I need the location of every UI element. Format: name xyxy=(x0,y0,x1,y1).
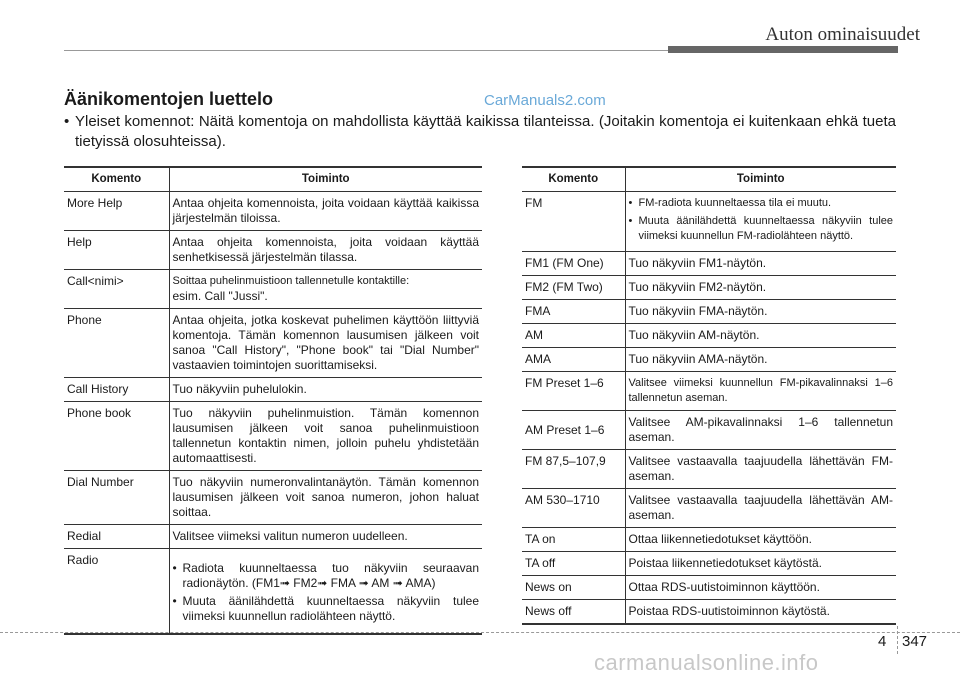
bullet-list xyxy=(629,196,894,244)
table-row xyxy=(522,324,896,348)
table-row xyxy=(522,252,896,276)
function-cell: Tuo näkyviin puhelinmuistion. Tämän komennon lausumisen jälkeen voit sanoa puhelinmuistioon tallennetun kontaktin nimen, jolloin puhelu yhdistetään automaattisesti. xyxy=(169,402,482,471)
function-text: Soittaa puhelinmuistioon tallennetulle kontaktille: xyxy=(172,275,410,287)
footer-rule xyxy=(0,632,960,633)
table-row xyxy=(64,402,482,471)
function-cell: Tuo näkyviin FM1-näytön. xyxy=(625,252,896,276)
column-header-function: Toiminto xyxy=(169,167,482,192)
function-cell: Tuo näkyviin FMA-näytön. xyxy=(625,300,896,324)
function-cell: Antaa ohjeita, jotka koskevat puhelimen käyttöön liittyviä komentoja. Tämän komennon lausumisen jälkeen voit sanoa "Call History", "Phone book" tai "Dial Number" vastaavien toimintojen suorittamiseksi. xyxy=(169,309,482,378)
command-cell: FM2 (FM Two) xyxy=(522,276,625,300)
command-cell: AM xyxy=(522,324,625,348)
function-cell: Antaa ohjeita komennoista, joita voidaan käyttää senhetkisessä järjestelmän tilassa. xyxy=(169,231,482,270)
function-cell: Tuo näkyviin puhelulokin. xyxy=(169,378,482,402)
intro-text: Yleiset komennot: Näitä komentoja on mahdollista käyttää kaikissa tilanteissa. (Joitakin komentoja ei kuitenkaan ehkä tueta tietyissä olosuhteissa). xyxy=(75,113,896,150)
command-cell: FM Preset 1–6 xyxy=(522,372,625,411)
command-cell: Phone book xyxy=(64,402,169,471)
function-cell: Tuo näkyviin AM-näytön. xyxy=(625,324,896,348)
command-cell: TA off xyxy=(522,552,625,576)
function-cell: Valitsee AM-pikavalinnaksi 1–6 tallennetun aseman. xyxy=(625,411,896,450)
bullet-icon: • xyxy=(64,113,70,130)
command-cell: Phone xyxy=(64,309,169,378)
function-example: esim. Call "Jussi". xyxy=(172,289,268,303)
function-cell: Poistaa liikennetiedotukset käytöstä. xyxy=(625,552,896,576)
function-cell: Tuo näkyviin FM2-näytön. xyxy=(625,276,896,300)
intro-paragraph xyxy=(64,112,896,152)
table-row xyxy=(522,528,896,552)
table-row xyxy=(522,576,896,600)
table-header-row xyxy=(522,167,896,192)
table-row xyxy=(64,192,482,231)
header-bar xyxy=(668,46,898,53)
watermark-link[interactable]: CarManuals2.com xyxy=(484,92,606,109)
command-cell: FM xyxy=(522,192,625,252)
left-command-table xyxy=(64,166,482,635)
table-row xyxy=(64,309,482,378)
command-cell: News on xyxy=(522,576,625,600)
table-row xyxy=(522,300,896,324)
command-cell: AMA xyxy=(522,348,625,372)
column-header-command: Komento xyxy=(522,167,625,192)
command-cell: FM 87,5–107,9 xyxy=(522,450,625,489)
table-row xyxy=(64,231,482,270)
chapter-number: 4 xyxy=(878,633,887,650)
table-row xyxy=(522,192,896,252)
table-row xyxy=(522,411,896,450)
bullet-item: • Muuta äänilähdettä kuunneltaessa näkyviin tulee viimeksi kuunnellun FM-radiolähteen näyttö. xyxy=(629,214,894,244)
column-header-command: Komento xyxy=(64,167,169,192)
command-cell: AM Preset 1–6 xyxy=(522,411,625,450)
function-cell: Antaa ohjeita komennoista, joita voidaan käyttää kaikissa järjestelmän tiloissa. xyxy=(169,192,482,231)
function-cell: Tuo näkyviin AMA-näytön. xyxy=(625,348,896,372)
table-row xyxy=(64,525,482,549)
table-row xyxy=(522,276,896,300)
command-cell: FMA xyxy=(522,300,625,324)
table-row xyxy=(64,378,482,402)
command-cell: Dial Number xyxy=(64,471,169,525)
table-header-row xyxy=(64,167,482,192)
function-cell xyxy=(169,270,482,309)
command-cell: Radio xyxy=(64,549,169,635)
function-cell: Ottaa liikennetiedotukset käyttöön. xyxy=(625,528,896,552)
running-header: Auton ominaisuudet xyxy=(765,24,920,45)
function-cell: Poistaa RDS-uutistoiminnon käytöstä. xyxy=(625,600,896,625)
table-row xyxy=(522,348,896,372)
command-cell: TA on xyxy=(522,528,625,552)
command-cell: More Help xyxy=(64,192,169,231)
footer-separator xyxy=(897,626,898,654)
function-cell: Valitsee viimeksi kuunnellun FM-pikavalinnaksi 1–6 tallennetun aseman. xyxy=(625,372,896,411)
command-cell: FM1 (FM One) xyxy=(522,252,625,276)
table-row xyxy=(522,372,896,411)
command-cell: AM 530–1710 xyxy=(522,489,625,528)
right-command-table xyxy=(522,166,896,625)
header-rule xyxy=(64,50,668,51)
command-cell: News off xyxy=(522,600,625,625)
function-cell: Valitsee vastaavalla taajuudella lähettävän AM-aseman. xyxy=(625,489,896,528)
command-cell: Call History xyxy=(64,378,169,402)
table-row xyxy=(522,450,896,489)
table-row xyxy=(64,549,482,635)
command-cell: Redial xyxy=(64,525,169,549)
table-row xyxy=(64,471,482,525)
section-title: Äänikomentojen luettelo xyxy=(64,89,274,109)
command-cell: Help xyxy=(64,231,169,270)
function-cell: Tuo näkyviin numeronvalintanäytön. Tämän komennon lausumisen jälkeen voit sanoa numeron, johon haluat soittaa. xyxy=(169,471,482,525)
bullet-item: • FM-radiota kuunneltaessa tila ei muutu. xyxy=(629,196,894,211)
table-row xyxy=(64,270,482,309)
table-row xyxy=(522,489,896,528)
command-cell: Call<nimi> xyxy=(64,270,169,309)
table-row xyxy=(522,600,896,625)
bullet-list xyxy=(173,561,480,624)
bullet-item: • Radiota kuunneltaessa tuo näkyviin seuraavan radionäytön. (FM1➟ FM2➟ FMA ➟ AM ➟ AMA) xyxy=(173,561,480,591)
function-cell xyxy=(169,549,482,635)
page-number: 347 xyxy=(902,633,928,650)
function-cell: Valitsee viimeksi valitun numeron uudelleen. xyxy=(169,525,482,549)
function-cell xyxy=(625,192,896,252)
bullet-item: • Muuta äänilähdettä kuunneltaessa näkyviin tulee viimeksi kuunnellun radiolähteen näyttö. xyxy=(173,594,480,624)
table-row xyxy=(522,552,896,576)
column-header-function: Toiminto xyxy=(625,167,896,192)
function-cell: Valitsee vastaavalla taajuudella lähettävän FM-aseman. xyxy=(625,450,896,489)
footer-watermark: carmanualsonline.info xyxy=(594,650,819,675)
function-cell: Ottaa RDS-uutistoiminnon käyttöön. xyxy=(625,576,896,600)
